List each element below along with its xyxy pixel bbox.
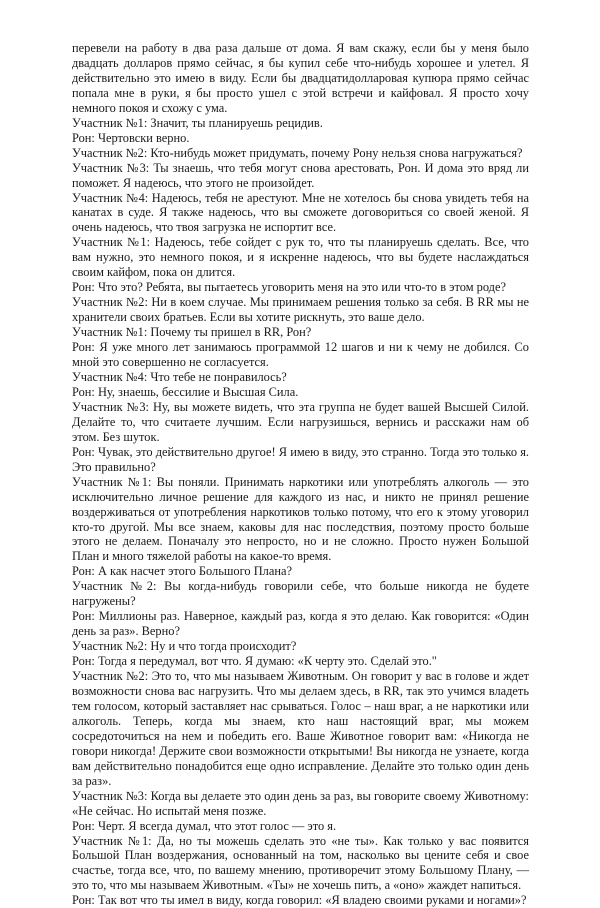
paragraph-text: Ну, вы можете видеть, что эта группа не будет вашей Высшей Силой. Делайте то, что считаете лучшим. Если нагрузишься, вернись и расскажи нам об этом. Без шуток. xyxy=(72,399,529,444)
paragraph-text: перевели на работу в два раза дальше от дома. Я вам скажу, если бы у меня было двадцать долларов прямо сейчас, я бы купил себе что-нибудь хорошее и улетел. Я действительно это имею в виду. Если бы двадцатидолларовая купюра прямо сейчас попала мне в руки, я бы просто ушел с этой встречи и кайфовал. Я просто хочу немного покоя и схожу с ума. xyxy=(72,41,529,115)
speaker-label: Участник №1: xyxy=(72,833,152,848)
paragraph-text: Кто-нибудь может придумать, почему Рону нельзя снова нагружаться? xyxy=(147,145,523,160)
paragraph-text: А как насчет этого Большого Плана? xyxy=(94,564,292,579)
paragraph-text: Миллионы раз. Наверное, каждый раз, когда я это делаю. Как говорится: «Один день за раз». Верно? xyxy=(72,609,529,639)
paragraph-text: Да, но ты можешь сделать это «не ты». Как только у вас появится Большой План воздержания, основанный на том, насколько вы цените себя и свое счастье, тогда все, что, по вашему мнению, противоречит этому Большому Плану, — это то, что мы называем Животным. «Ты» не хочешь пить, а «оно» жаждет напиться. xyxy=(72,833,530,893)
paragraph-text: Я уже много лет занимаюсь программой 12 шагов и ни к чему не добился. Со мной это совершенно не согласуется. xyxy=(72,340,529,370)
speaker-label: Участник №4: xyxy=(72,190,149,205)
paragraph-continuation xyxy=(72,41,529,116)
speaker-label: Участник №4: xyxy=(72,369,148,384)
speaker-label: Участник №1: xyxy=(72,115,148,130)
paragraph-text: Так вот что ты имел в виду, когда говорил: «Я владею своими руками и ногами»? xyxy=(94,893,527,908)
dialogue-line xyxy=(72,609,529,639)
paragraph-text: Значит, ты планируешь рецидив. xyxy=(147,115,323,130)
dialogue-line xyxy=(72,325,529,340)
speaker-label: Участник №2: xyxy=(72,669,149,684)
paragraph-text: Ну, знаешь, бессилие и Высшая Сила. xyxy=(94,384,299,399)
paragraph-text: Что это? Ребята, вы пытаетесь уговорить меня на это или что-то в этом роде? xyxy=(94,280,506,295)
dialogue-line xyxy=(72,235,529,280)
speaker-label: Рон: xyxy=(72,893,95,908)
paragraph-text: Черт. Я всегда думал, что этот голос — это я. xyxy=(94,818,337,833)
dialogue-line xyxy=(72,564,529,579)
dialogue-line xyxy=(72,161,529,191)
dialogue-line xyxy=(72,385,529,400)
speaker-label: Рон: xyxy=(72,130,95,145)
speaker-label: Рон: xyxy=(72,818,95,833)
paragraph-text: Надеюсь, тебя не арестуют. Мне не хотелось бы снова увидеть тебя на канатах в суде. Я также надеюсь, что вы сможете договориться со своей женой. Я очень надеюсь, что твоя загрузка не испортит все. xyxy=(72,190,529,235)
dialogue-line xyxy=(72,819,529,834)
dialogue-line xyxy=(72,295,529,325)
document-page xyxy=(72,41,529,908)
paragraph-text: Что тебе не понравилось? xyxy=(147,369,287,384)
dialogue-line xyxy=(72,789,529,819)
paragraph-text: Ни в коем случае. Мы принимаем решения только за себя. В RR мы не хранители своих братьев. Если вы хотите рискнуть, это ваше дело. xyxy=(72,295,529,325)
speaker-label: Участник №1: xyxy=(72,235,151,250)
paragraph-text: Чувак, это действительно другое! Я имею в виду, это странно. Тогда это только я. Это правильно? xyxy=(72,444,529,474)
dialogue-line xyxy=(72,400,529,445)
speaker-label: Участник №1: xyxy=(72,474,152,489)
dialogue-line xyxy=(72,893,529,908)
dialogue-line xyxy=(72,445,529,475)
dialogue-line xyxy=(72,340,529,370)
dialogue-line xyxy=(72,116,529,131)
speaker-label: Участник №1: xyxy=(72,325,148,340)
speaker-label: Участник №3: xyxy=(72,160,150,175)
dialogue-line xyxy=(72,131,529,146)
paragraph-text: Ты знаешь, что тебя могут снова арестовать, Рон. И дома это вряд ли поможет. Я надеюсь, что этого не произойдет. xyxy=(72,160,529,190)
paragraph-text: Когда вы делаете это один день за раз, вы говорите своему Животному: «Не сейчас. Но испытай меня позже. xyxy=(72,788,529,818)
paragraph-text: Ну и что тогда происходит? xyxy=(147,639,297,654)
paragraph-text: Чертовски верно. xyxy=(94,130,190,145)
dialogue-line xyxy=(72,834,529,894)
paragraph-text: Почему ты пришел в RR, Рон? xyxy=(147,325,312,340)
dialogue-line xyxy=(72,191,529,236)
speaker-label: Рон: xyxy=(72,384,95,399)
speaker-label: Рон: xyxy=(72,654,95,669)
dialogue-line xyxy=(72,370,529,385)
speaker-label: Участник №3: xyxy=(72,399,149,414)
speaker-label: Участник №2: xyxy=(72,145,148,160)
dialogue-line xyxy=(72,280,529,295)
dialogue-line xyxy=(72,639,529,654)
speaker-label: Рон: xyxy=(72,340,95,355)
speaker-label: Участник №3: xyxy=(72,788,148,803)
paragraph-text: Тогда я передумал, вот что. Я думаю: «К черту это. Сделай это." xyxy=(94,654,437,669)
dialogue-line xyxy=(72,146,529,161)
paragraph-text: Вы поняли. Принимать наркотики или употреблять алкоголь — это исключительно личное решение для каждого из нас, и никто не принял решение воздерживаться от употребления наркотиков только потому, что его к этому уговорил кто-то другой. Мы все знаем, каковы для нас последствия, поэтому просто больше этого не делаем. Поначалу это непросто, но и не сложно. Просто нужен Большой План и много тяжелой работы на какое-то время. xyxy=(72,474,529,564)
speaker-label: Рон: xyxy=(72,564,95,579)
paragraph-text: Вы когда-нибудь говорили себе, что больше никогда не будете нагружены? xyxy=(72,579,529,609)
speaker-label: Рон: xyxy=(72,609,95,624)
dialogue-line xyxy=(72,475,529,565)
dialogue-line xyxy=(72,669,529,789)
dialogue-line xyxy=(72,579,529,609)
speaker-label: Участник №2: xyxy=(72,295,148,310)
speaker-label: Рон: xyxy=(72,280,95,295)
speaker-label: Участник №2: xyxy=(72,579,157,594)
paragraph-text: Это то, что мы называем Животным. Он говорит у вас в голове и ждет возможности снова вас нагрузить. Что мы делаем здесь, в RR, так это учимся владеть тем голосом, который заставляет нас срываться. Голос – наш враг, а не наркотики или алкоголь. Теперь, когда мы знаем, кто наш настоящий враг, мы можем сосредоточиться на нем и победить его. Ваше Животное говорит вам: «Никогда не говори никогда! Держите свои возможности открытыми! Вы никогда не узнаете, когда вам действительно понадобится еще одно исправление. Делайте это только один день за раз». xyxy=(72,669,529,788)
speaker-label: Участник №2: xyxy=(72,639,148,654)
dialogue-line xyxy=(72,654,529,669)
speaker-label: Рон: xyxy=(72,444,95,459)
paragraph-text: Надеюсь, тебе сойдет с рук то, что ты планируешь сделать. Все, что вам нужно, это немного покоя, и я искренне надеюсь, что вы будете наслаждаться своим кайфом, пока он длится. xyxy=(72,235,529,280)
